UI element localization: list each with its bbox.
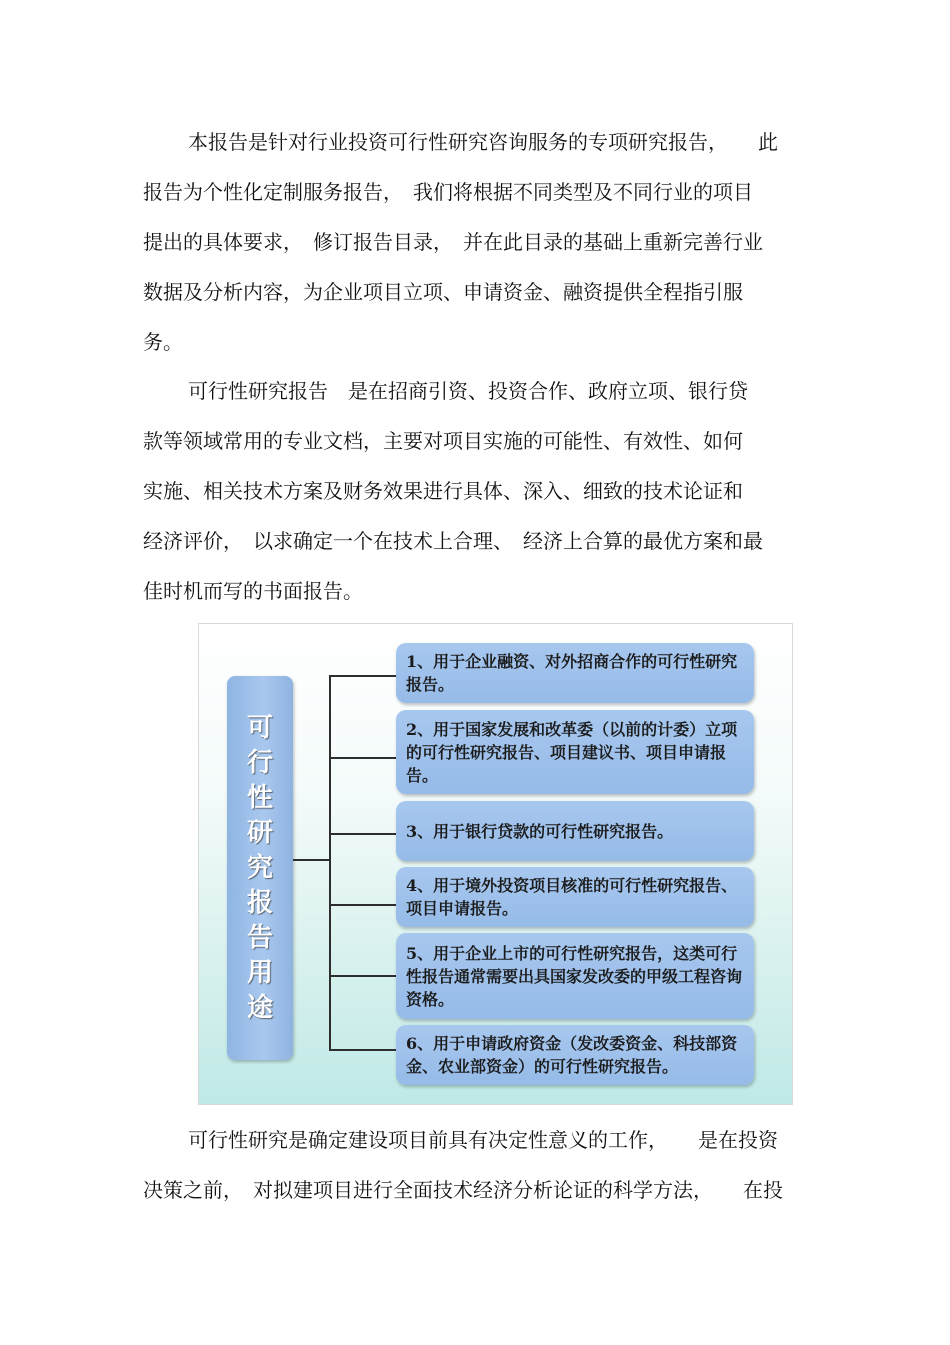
connector-branch bbox=[329, 975, 396, 977]
text-line: 报告为个性化定制服务报告， 我们将根据不同类型及不同行业的项目 bbox=[143, 180, 753, 204]
title-char: 研 bbox=[246, 817, 273, 848]
connector-spine bbox=[329, 675, 331, 1051]
report-usage-diagram bbox=[198, 623, 793, 1105]
usage-item-text: 5、用于企业上市的可行性研究报告，这类可行性报告通常需要出具国家发改委的甲级工程咨询资格。 bbox=[406, 943, 743, 1009]
connector-branch bbox=[329, 675, 396, 677]
text-line: 实施、相关技术方案及财务效果进行具体、深入、细致的技术论证和 bbox=[143, 479, 743, 503]
connector-branch bbox=[329, 1049, 396, 1051]
diagram-title-box bbox=[227, 676, 293, 1060]
text-line: 可行性研究是确定建设项目前具有决定性意义的工作， 是在投资 bbox=[188, 1128, 778, 1152]
intro-paragraph bbox=[143, 117, 808, 367]
text-line: 款等领域常用的专业文档，主要对项目实施的可能性、有效性、如何 bbox=[143, 429, 743, 453]
title-char: 行 bbox=[246, 747, 273, 778]
title-char: 性 bbox=[246, 782, 273, 813]
usage-item-5 bbox=[396, 933, 754, 1019]
title-char: 究 bbox=[246, 852, 273, 883]
connector-branch bbox=[329, 904, 396, 906]
feasibility-paragraph bbox=[143, 1115, 808, 1215]
text-line: 佳时机而写的书面报告。 bbox=[143, 579, 363, 603]
usage-item-text: 2、用于国家发展和改革委（以前的计委）立项的可行性研究报告、项目建议书、项目申请报告。 bbox=[406, 719, 738, 785]
connector-branch bbox=[329, 833, 396, 835]
connector-branch bbox=[329, 757, 396, 759]
text-line: 可行性研究报告 是在招商引资、投资合作、政府立项、银行贷 bbox=[188, 379, 748, 403]
text-line: 数据及分析内容，为企业项目立项、申请资金、融资提供全程指引服 bbox=[143, 280, 743, 304]
usage-item-1 bbox=[396, 643, 754, 703]
usage-item-text: 3、用于银行贷款的可行性研究报告。 bbox=[406, 821, 674, 841]
usage-item-text: 1、用于企业融资、对外招商合作的可行性研究报告。 bbox=[406, 652, 738, 694]
usage-item-text: 4、用于境外投资项目核准的可行性研究报告、项目申请报告。 bbox=[406, 876, 738, 918]
text-line: 务。 bbox=[143, 330, 183, 354]
title-char: 可 bbox=[246, 712, 273, 743]
usage-item-3 bbox=[396, 801, 754, 861]
title-char: 途 bbox=[246, 992, 273, 1023]
text-line: 提出的具体要求， 修订报告目录， 并在此目录的基础上重新完善行业 bbox=[143, 230, 763, 254]
connector-trunk bbox=[293, 859, 330, 861]
title-char: 用 bbox=[246, 957, 273, 988]
usage-item-text: 6、用于申请政府资金（发改委资金、科技部资金、农业部资金）的可行性研究报告。 bbox=[406, 1034, 738, 1076]
usage-item-4 bbox=[396, 867, 754, 927]
title-char: 报 bbox=[246, 887, 273, 918]
usage-item-6 bbox=[396, 1025, 754, 1085]
usage-item-2 bbox=[396, 710, 754, 794]
title-char: 告 bbox=[246, 922, 273, 953]
text-line: 经济评价， 以求确定一个在技术上合理、 经济上合算的最优方案和最 bbox=[143, 529, 763, 553]
text-line: 本报告是针对行业投资可行性研究咨询服务的专项研究报告， 此 bbox=[188, 130, 778, 154]
text-line: 决策之前， 对拟建项目进行全面技术经济分析论证的科学方法， 在投 bbox=[143, 1178, 783, 1202]
definition-paragraph bbox=[143, 366, 808, 616]
